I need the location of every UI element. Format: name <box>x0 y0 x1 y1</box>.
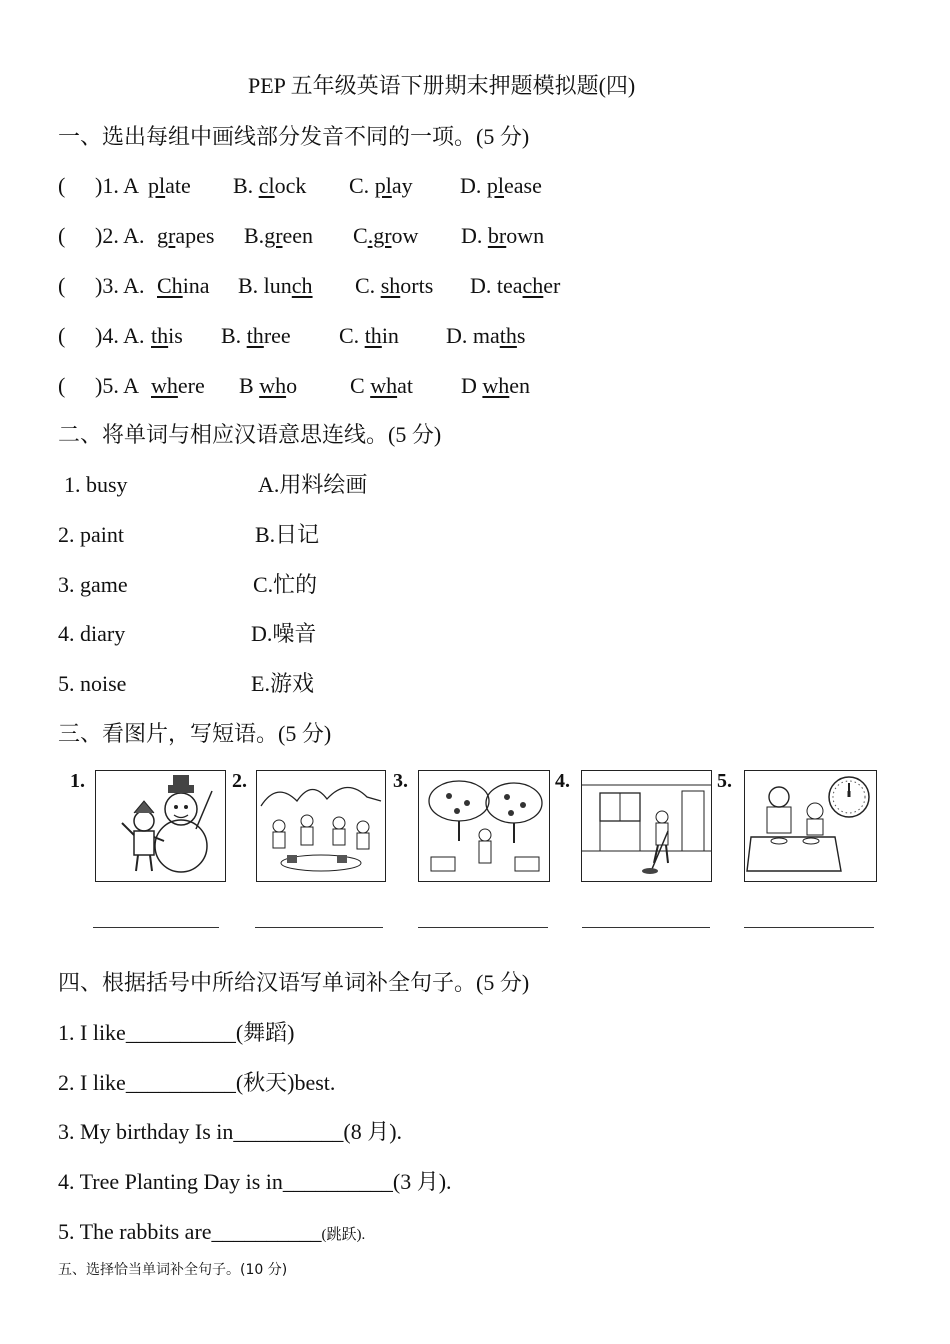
answer-line-5[interactable] <box>744 927 874 928</box>
option-prefix: D. <box>460 173 487 198</box>
underlined-letters: Ch <box>157 273 183 298</box>
option-d-q3 <box>470 272 560 300</box>
page-title: PEP 五年级英语下册期末押题模拟题(四) <box>248 73 636 98</box>
option-d-q1 <box>460 172 542 200</box>
option-d-q2 <box>461 222 544 250</box>
option-prefix: C. <box>339 323 365 348</box>
underlined-letters: th <box>151 323 169 348</box>
fill-sentence-1: 1. I like__________(舞蹈) <box>58 1020 295 1045</box>
underlined-letters: gr <box>264 223 283 248</box>
answer-line-4[interactable] <box>582 927 710 928</box>
option-suffix: orts <box>400 273 434 298</box>
answer-paren-4[interactable]: ( <box>58 323 66 348</box>
match-word-1: 1. busy <box>64 472 128 497</box>
option-b-q2 <box>244 222 313 250</box>
question-number-5: )5. A <box>95 373 139 398</box>
answer-paren-2[interactable]: ( <box>58 223 66 248</box>
option-prefix: C. <box>355 273 381 298</box>
underlined-letters: br <box>487 223 507 248</box>
picture-snowman <box>95 770 226 882</box>
option-prefix: B. <box>221 323 247 348</box>
answer-line-1[interactable] <box>93 927 219 928</box>
option-a-q5 <box>151 372 205 400</box>
question-number-1: )1. A <box>95 173 139 198</box>
underlined-letters: wh <box>259 373 287 398</box>
option-suffix: ease <box>504 173 542 198</box>
option-suffix: own <box>506 223 545 248</box>
underlined-letters: wh <box>482 373 510 398</box>
option-prefix: D <box>461 373 483 398</box>
option-a-q4 <box>151 322 183 350</box>
option-d-q4 <box>446 322 525 350</box>
option-c-q3 <box>355 272 433 300</box>
section5-heading: 五、选择恰当单词补全句子。(10 分) <box>58 1262 288 1278</box>
picture-number-5: 5. <box>717 770 732 792</box>
underlined-letters: gr <box>157 223 176 248</box>
underlined-letters: cl <box>258 173 275 198</box>
option-suffix: en <box>509 373 531 398</box>
option-prefix: C. <box>349 173 375 198</box>
match-meaning-d: D.噪音 <box>251 621 317 646</box>
fill-sentence-5-text: 5. The rabbits are__________ <box>58 1219 322 1244</box>
picture-number-1: 1. <box>70 770 85 792</box>
match-meaning-b: B.日记 <box>255 522 320 547</box>
answer-paren-3[interactable]: ( <box>58 273 66 298</box>
question-number-2: )2. A. <box>95 223 145 248</box>
underlined-letters: ch <box>291 273 313 298</box>
fill-sentence-4: 4. Tree Planting Day is in__________(3 月). <box>58 1169 452 1194</box>
option-b-q5 <box>239 372 297 400</box>
option-suffix: in <box>381 323 399 348</box>
underlined-letters: th <box>246 323 264 348</box>
option-prefix: B. lun <box>238 273 292 298</box>
option-suffix: ay <box>391 173 413 198</box>
match-word-2: 2. paint <box>58 522 124 547</box>
option-suffix: apes <box>175 223 215 248</box>
match-meaning-a: A.用料绘画 <box>258 472 368 497</box>
option-b-q1 <box>233 172 306 200</box>
option-suffix: at <box>397 373 413 398</box>
picture-dinner-time <box>744 770 877 882</box>
option-prefix: B. <box>233 173 259 198</box>
option-suffix: s <box>516 323 526 348</box>
picture-number-2: 2. <box>232 770 247 792</box>
fill-sentence-2: 2. I like__________(秋天)best. <box>58 1070 336 1095</box>
section1-heading: 一、选出每组中画线部分发音不同的一项。(5 分) <box>58 124 530 149</box>
fill-sentence-3: 3. My birthday Is in__________(8 月). <box>58 1119 403 1144</box>
match-meaning-e: E.游戏 <box>251 671 314 696</box>
answer-paren-5[interactable]: ( <box>58 373 66 398</box>
option-a-q2 <box>157 222 214 250</box>
option-suffix: o <box>286 373 298 398</box>
option-c-q2 <box>353 222 418 250</box>
picture-cleaning-room <box>581 770 712 882</box>
match-word-4: 4. diary <box>58 621 126 646</box>
answer-paren-1[interactable]: ( <box>58 173 66 198</box>
option-suffix: is <box>168 323 183 348</box>
picture-number-3: 3. <box>393 770 408 792</box>
fill-sentence-5 <box>58 1218 365 1249</box>
match-word-3: 3. game <box>58 572 128 597</box>
option-c-q1 <box>349 172 413 200</box>
option-prefix: D. tea <box>470 273 523 298</box>
option-suffix: een <box>282 223 314 248</box>
option-a-q1 <box>148 172 191 200</box>
option-prefix: C <box>350 373 371 398</box>
option-suffix: ock <box>274 173 307 198</box>
picture-picnic <box>256 770 386 882</box>
option-suffix: ow <box>391 223 419 248</box>
underlined-letters: th <box>364 323 382 348</box>
option-d-q5 <box>461 372 530 400</box>
option-c-q4 <box>339 322 399 350</box>
option-c-q5 <box>350 372 413 400</box>
option-prefix: C <box>353 223 368 248</box>
question-number-3: )3. A. <box>95 273 145 298</box>
option-prefix: D. <box>461 223 488 248</box>
section3-heading: 三、看图片，写短语。(5 分) <box>58 721 332 746</box>
option-b-q4 <box>221 322 291 350</box>
question-number-4: )4. A. <box>95 323 145 348</box>
underlined-letters: wh <box>370 373 398 398</box>
option-a-q3 <box>157 272 210 300</box>
underlined-letters: pl <box>374 173 392 198</box>
match-meaning-c: C.忙的 <box>253 572 318 597</box>
underlined-letters: sh <box>380 273 401 298</box>
fill-sentence-5-hint: (跳跃). <box>321 1227 366 1243</box>
underlined-letters: th <box>499 323 517 348</box>
option-prefix: D. ma <box>446 323 500 348</box>
picture-apple-picking <box>418 770 550 882</box>
section4-heading: 四、根据括号中所给汉语写单词补全句子。(5 分) <box>58 970 530 995</box>
underlined-letters: pl <box>148 173 166 198</box>
section2-heading: 二、将单词与相应汉语意思连线。(5 分) <box>58 422 442 447</box>
option-suffix: ina <box>182 273 210 298</box>
underlined-letters: ch <box>522 273 544 298</box>
underlined-letters: .gr <box>367 223 392 248</box>
answer-line-3[interactable] <box>418 927 548 928</box>
option-prefix: B <box>239 373 260 398</box>
option-prefix: B. <box>244 223 265 248</box>
option-suffix: ere <box>177 373 205 398</box>
answer-line-2[interactable] <box>255 927 383 928</box>
option-b-q3 <box>238 272 313 300</box>
underlined-letters: pl <box>486 173 505 198</box>
option-suffix: er <box>543 273 561 298</box>
option-suffix: ree <box>263 323 291 348</box>
match-word-5: 5. noise <box>58 671 127 696</box>
picture-number-4: 4. <box>555 770 570 792</box>
option-suffix: ate <box>165 173 191 198</box>
underlined-letters: wh <box>151 373 178 398</box>
